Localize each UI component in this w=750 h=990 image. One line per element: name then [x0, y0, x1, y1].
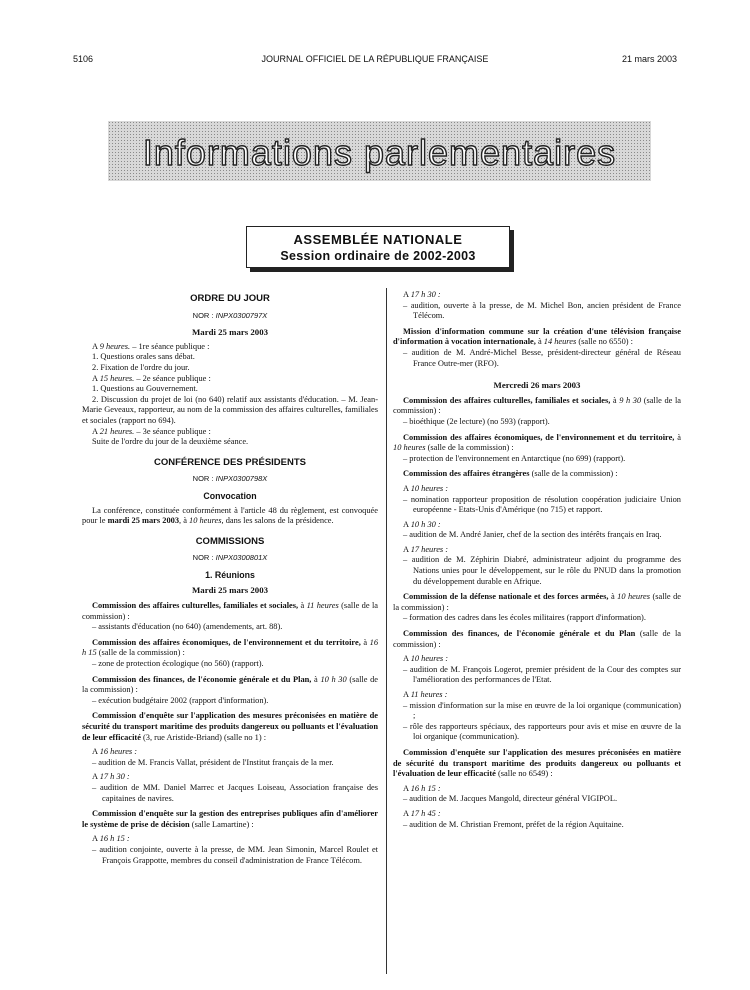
agenda-item: – assistants d'éducation (no 640) (amendements, art. 88). [92, 622, 283, 632]
commission-entry: Commission des affaires étrangères (salle de la commission) : [403, 469, 618, 479]
agenda-item: – audition de M. Zéphirin Diabré, administrateur adjoint du programme des Nations unies pour le développement, sur le rôle du PNUD dans la promotion du développement durable en Afrique. [403, 555, 681, 586]
agenda-item: – exécution budgétaire 2002 (rapport d'information). [92, 695, 269, 705]
journal-title: JOURNAL OFFICIEL DE LA RÉPUBLIQUE FRANÇAISE [261, 54, 489, 64]
session-name: Session ordinaire de 2002-2003 [280, 249, 476, 263]
agenda-item: – audition, ouverte à la presse, de M. Michel Bon, ancien président de France Télécom. [403, 300, 681, 321]
agenda-item: – rôle des rapporteurs spéciaux, des rapporteurs pour avis et mise en œuvre de la loi organique (communication). [403, 721, 681, 742]
column-divider [386, 288, 387, 974]
agenda-line: 1. Questions orales sans débat. [92, 352, 195, 362]
commission-entry: Commission d'enquête sur la gestion des entreprises publiques afin d'améliorer le système de prise de décision (salle Lamartine) : [82, 809, 378, 829]
right-column [393, 290, 681, 830]
agenda-item: – audition de M. Francis Vallat, président de l'Institut français de la mer. [92, 757, 334, 767]
conference-heading: CONFÉRENCE DES PRÉSIDENTS [153, 456, 307, 468]
nor-ref: NOR : INPX0300798X [192, 474, 268, 484]
commission-entry: Commission des affaires culturelles, familiales et sociales, à 11 heures (salle de la commission) : [82, 601, 378, 621]
commission-entry: Commission d'enquête sur l'application des mesures préconisées en matière de sécurité du transport maritime des produits dangereux ou polluants et l'évaluation de leur efficacité (3, rue Aristide-Briand) (salle no 1) : [82, 711, 378, 742]
page-number: 5106 [73, 54, 94, 64]
reunions-heading: 1. Réunions [205, 569, 255, 580]
agenda-item: – protection de l'environnement en Antarctique (no 699) (rapport). [403, 453, 626, 463]
time-line: A 16 h 15 : [403, 783, 441, 793]
agenda-item: – nomination rapporteur proposition de résolution coopération judiciaire Union européenne - Etats-Unis d'Amérique (no 715) et rapport. [403, 494, 681, 515]
agenda-line: 2. Discussion du projet de loi (no 640) relatif aux assistants d'éducation. – M. Jean-Marie Geveaux, rapporteur, au nom de la commission des affaires culturelles, familiales et sociales (rapport no 694). [82, 394, 378, 425]
agenda-item: – audition de M. André Janier, chef de la section des intérêts français en Iraq. [403, 530, 662, 540]
assembly-name: ASSEMBLÉE NATIONALE [293, 232, 463, 247]
time-line: A 17 heures : [403, 544, 449, 554]
agenda-item: – audition de M. Christian Fremont, préfet de la région Aquitaine. [403, 819, 624, 829]
agenda-line: Suite de l'ordre du jour de la deuxième séance. [92, 437, 249, 447]
commissions-heading: COMMISSIONS [195, 535, 265, 547]
date-heading: Mercredi 26 mars 2003 [493, 380, 581, 391]
agenda-item: – audition de MM. Daniel Marrec et Jacques Loiseau, Association française des capitaines de navires. [92, 782, 378, 803]
ordre-du-jour-heading: ORDRE DU JOUR [190, 293, 270, 304]
agenda-item: – mission d'information sur la mise en œuvre de la loi organique (communication) ; [403, 700, 681, 721]
convocation-heading: Convocation [203, 490, 257, 501]
time-line: A 17 h 30 : [403, 290, 441, 299]
commission-entry: Commission de la défense nationale et des forces armées, à 10 heures (salle de la commission) : [393, 592, 681, 612]
page-header [73, 54, 677, 64]
nor-ref: NOR : INPX0300797X [192, 310, 268, 320]
time-line: A 10 heures : [403, 654, 449, 664]
section-banner-title: Informations parlementaires [142, 132, 617, 173]
commission-entry: Commission des finances, de l'économie générale et du Plan, à 10 h 30 (salle de la commission) : [82, 674, 379, 695]
left-column [82, 290, 378, 866]
agenda-item: – audition de M. François Logerot, premier président de la Cour des comptes sur l'amélioration des performances de l'Etat. [403, 664, 681, 685]
agenda-line: A 21 heures. – 3e séance publique : [92, 426, 211, 436]
agenda-line: 2. Fixation de l'ordre du jour. [92, 362, 190, 372]
assembly-box [246, 226, 510, 268]
commission-entry: Commission des finances, de l'économie générale et du Plan (salle de la commission) : [393, 629, 681, 649]
agenda-item: – audition de M. André-Michel Besse, président-directeur général de Réseau France Outre-mer (RFO). [403, 347, 681, 368]
agenda-item: – audition de M. Jacques Mangold, directeur général VIGIPOL. [403, 794, 618, 804]
agenda-item: – audition conjointe, ouverte à la presse, de MM. Jean Simonin, Marcel Roulet et François Grappotte, membres du conseil d'administration de France Télécom. [92, 844, 378, 865]
commission-entry: Mission d'information commune sur la création d'une télévision française d'information à vocation internationale, à 14 heures (salle no 6550) : [393, 326, 681, 347]
agenda-line: A 15 heures. – 2e séance publique : [92, 373, 211, 383]
agenda-item: – formation des cadres dans les écoles militaires (rapport d'information). [403, 613, 646, 623]
nor-ref: NOR : INPX0300801X [192, 553, 268, 563]
date-heading: Mardi 25 mars 2003 [192, 585, 268, 596]
convocation-text: La conférence, constituée conformément à l'article 48 du règlement, est convoquée pour le mardi 25 mars 2003, à 10 heures, dans les salons de la présidence. [82, 505, 378, 526]
commission-entry: Commission des affaires économiques, de l'environnement et du territoire, à 10 heures (salle de la commission) : [393, 432, 681, 453]
agenda-line: 1. Questions au Gouvernement. [92, 384, 198, 394]
time-line: A 17 h 45 : [403, 808, 441, 818]
time-line: A 10 h 30 : [403, 519, 441, 529]
commission-entry: Commission des affaires économiques, de l'environnement et du territoire, à 16 h 15 (salle de la commission) : [82, 637, 378, 658]
agenda-item: – zone de protection écologique (no 560) (rapport). [92, 659, 264, 669]
time-line: A 11 heures : [403, 690, 448, 699]
agenda-line: A 9 heures. – 1re séance publique : [92, 341, 210, 351]
time-line: A 16 heures : [92, 747, 138, 757]
commission-entry: Commission des affaires culturelles, familiales et sociales, à 9 h 30 (salle de la commission) : [393, 395, 681, 416]
time-line: A 10 heures : [403, 483, 449, 493]
agenda-item: – bioéthique (2e lecture) (no 593) (rapport). [403, 416, 550, 426]
commission-entry: Commission d'enquête sur l'application des mesures préconisées en matière de sécurité du transport maritime des produits dangereux ou polluants et l'évaluation de leur efficacité (salle no 6549) : [393, 747, 681, 779]
time-line: A 17 h 30 : [92, 772, 130, 782]
issue-date: 21 mars 2003 [621, 54, 677, 64]
time-line: A 16 h 15 : [92, 834, 130, 844]
date-heading: Mardi 25 mars 2003 [192, 327, 268, 338]
